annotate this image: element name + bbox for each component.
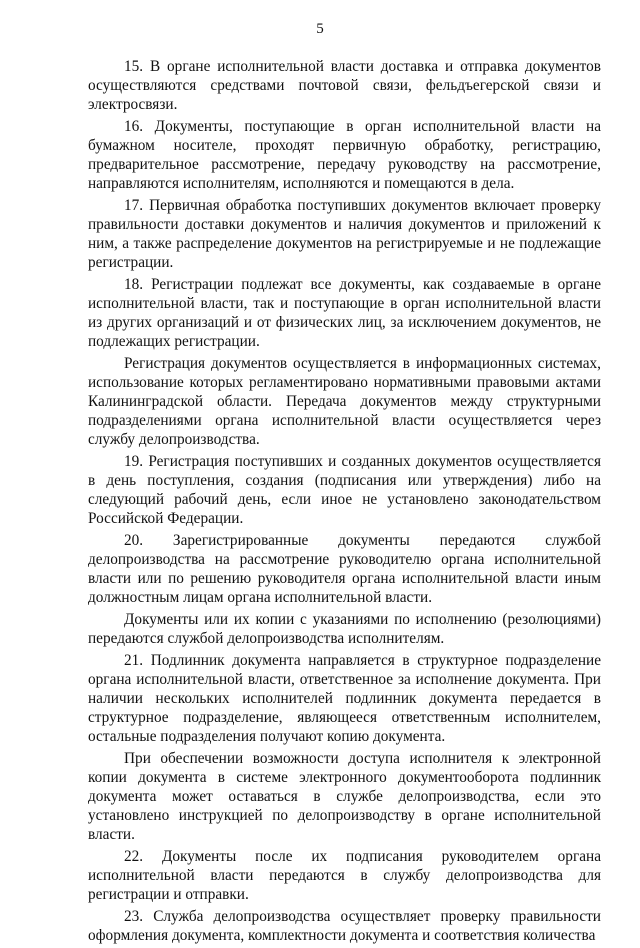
paragraph-20: 20. Зарегистрированные документы передаются службой делопроизводства на рассмотрение руководителю органа исполнительной власти или по решению руководителя органа исполнительной власти иным должностным лицам органа исполнительной власти. <box>88 532 601 606</box>
paragraph-21: 21. Подлинник документа направляется в структурное подразделение органа исполнительной власти, ответственное за исполнение документа. При наличии нескольких исполнителей подлинник документа передается в структурное подразделение, являющееся ответственным исполнителем, остальные подразделения получают копию документа. <box>88 652 601 745</box>
paragraph-17: 17. Первичная обработка поступивших документов включает проверку правильности доставки документов и наличия документов и приложений к ним, а также распределение документов на регистрируемые и не подлежащие регистрации. <box>88 197 601 271</box>
paragraph-18: 18. Регистрации подлежат все документы, как создаваемые в органе исполнительной власти, так и поступающие в орган исполнительной власти из других организаций и от физических лиц, за исключением документов, не подлежащих регистрации. <box>88 276 601 350</box>
paragraph-19: 19. Регистрация поступивших и созданных документов осуществляется в день поступления, создания (подписания или утверждения) либо на следующий рабочий день, если иное не установлено законодательством Российской Федерации. <box>88 453 601 527</box>
paragraph-22: 22. Документы после их подписания руководителем органа исполнительной власти передаются в службу делопроизводства для регистрации и отправки. <box>88 848 601 903</box>
paragraph-16: 16. Документы, поступающие в орган исполнительной власти на бумажном носителе, проходят первичную обработку, регистрацию, предварительное рассмотрение, передачу руководству на рассмотрение, направляются исполнителям, исполняются и помещаются в дела. <box>88 118 601 192</box>
paragraph-20-resolutions: Документы или их копии с указаниями по исполнению (резолюциями) передаются службой делопроизводства исполнителям. <box>88 611 601 647</box>
paragraph-23: 23. Служба делопроизводства осуществляет проверку правильности оформления документа, комплектности документа и соответствия количества <box>88 908 601 944</box>
paragraph-15: 15. В органе исполнительной власти доставка и отправка документов осуществляются средствами почтовой связи, фельдъегерской связи и электросвязи. <box>88 58 601 113</box>
document-body <box>88 57 601 948</box>
page-number: 5 <box>316 21 324 37</box>
paragraph-21-electronic-copy: При обеспечении возможности доступа исполнителя к электронной копии документа в системе электронного документооборота подлинник документа может оставаться в службе делопроизводства, если это установлено инструкцией по делопроизводству в органе исполнительной власти. <box>88 750 601 843</box>
paragraph-18-registration-systems: Регистрация документов осуществляется в информационных системах, использование которых регламентировано нормативными правовыми актами Калининградской области. Передача документов между структурными подразделениями органа исполнительной власти осуществляется через службу делопроизводства. <box>88 355 601 448</box>
